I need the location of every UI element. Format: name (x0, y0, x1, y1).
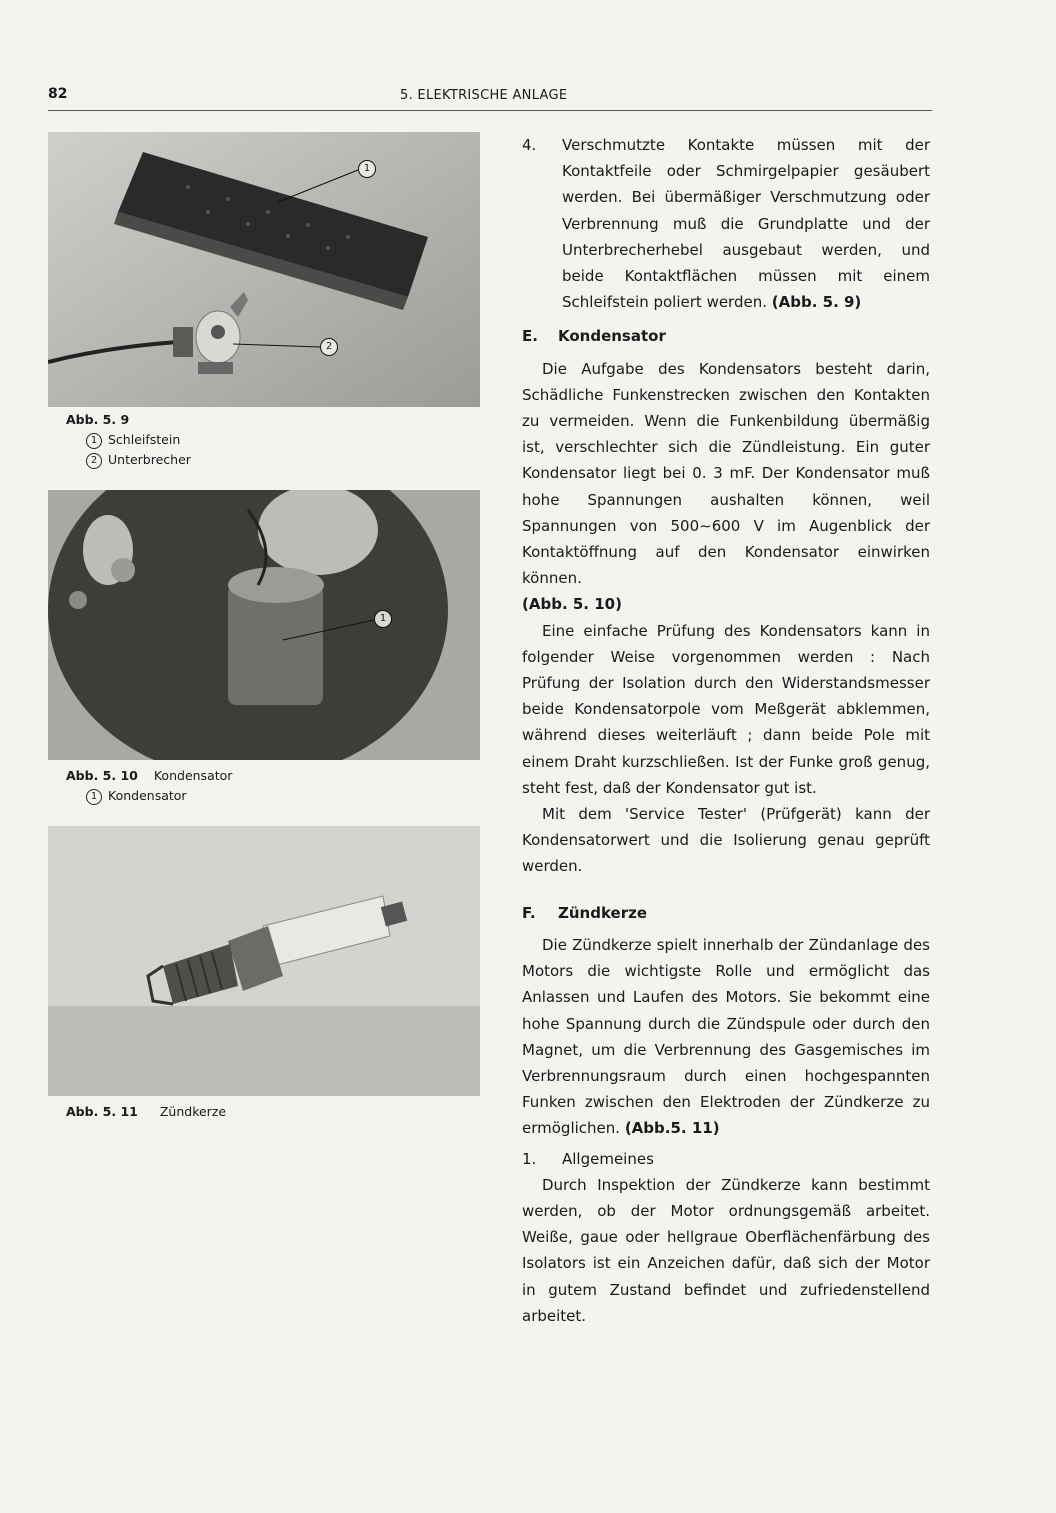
figure-5-10-callouts (48, 490, 480, 760)
section-marker: F. (522, 903, 536, 922)
item-number: 2 (86, 453, 102, 469)
page-header (48, 86, 932, 108)
figure-5-9-caption (66, 410, 191, 470)
section-title: Kondensator (558, 327, 666, 346)
list-marker: 4. (522, 136, 537, 154)
caption-label: Abb. 5. 10 (66, 768, 138, 783)
paragraph-text: Die Zündkerze spielt innerhalb der Zündanlage des Motors die wichtigste Rolle und ermöglicht das Anlassen und Laufen des Motors. Sie bekommt eine hohe Spannung durch die Zündspule oder durch den Magnet, um die Verbrennung des Gasgemisches im Verbrennungsraum durch einen hochgespannten Funken zwischen den Elektroden der Zündkerze zu ermöglichen. (522, 935, 930, 1138)
item-text: Kondensator (108, 788, 187, 803)
paragraph-text: Die Aufgabe des Kondensators besteht darin, Schädliche Funkenstrecken zwischen den Kontakten zu vermeiden. Wenn die Funkenbildung übermäßig ist, verschlechter sich die Zündleistung. Ein guter Kondensator liegt bei 0. 3 mF. Der Kondensator muß hohe Spannungen aushalten können, weil Spannungen von 500∼600 V im Augenblick der Kontaktöffnung auf den Kondensator einwirken können. (522, 359, 930, 588)
paragraph: Mit dem 'Service Tester' (Prüfgerät) kann der Kondensatorwert und die Isolierung genau geprüft werden. (522, 805, 930, 876)
running-title: 5. ELEKTRISCHE ANLAGE (400, 88, 568, 103)
item-text: Unterbrecher (108, 452, 191, 467)
caption-text: Kondensator (153, 768, 233, 783)
paragraph (522, 932, 930, 1142)
item-number: 1 (86, 789, 102, 805)
paragraph: Durch Inspektion der Zündkerze kann bestimmt werden, ob der Motor ordnungsgemäß arbeitet. Weiße, gaue oder hellgraue Oberflächenfärbung des Isolators ist ein Anzeichen dafür, daß sich der Motor in gutem Zustand befindet und zufriedenstellend arbeitet. (522, 1175, 930, 1325)
caption-item (66, 786, 232, 806)
section-marker: E. (522, 327, 538, 346)
caption-label: Abb. 5. 11 (66, 1104, 138, 1119)
figure-5-9-callouts (48, 132, 480, 407)
item-text: Schleifstein (108, 432, 181, 447)
callout-1: 1 (358, 160, 376, 178)
callout-2: 2 (320, 338, 338, 356)
subsection-heading-1 (522, 1146, 930, 1172)
figure-5-10-caption (66, 766, 232, 806)
caption-item (66, 430, 191, 450)
caption-item (66, 450, 191, 470)
header-rule (48, 110, 932, 111)
section-heading-f (522, 900, 930, 926)
text-column (522, 132, 930, 1329)
item-number: 1 (86, 433, 102, 449)
paragraph (522, 356, 930, 618)
figure-5-11-photo (48, 826, 480, 1096)
paragraph: Eine einfache Prüfung des Kondensators kann in folgender Weise vorgenommen werden : Nach Prüfung der Isolation durch den Widerstandsmesser beide Kondensatorpole vom Meßgerät abklemmen, während dieses weiterläuft ; dann beide Pole mit einem Draht kurzschließen. Ist der Funke groß genug, steht fest, daß der Kondensator gut ist. (522, 621, 930, 797)
figure-reference: (Abb. 5. 10) (522, 595, 622, 614)
page-number: 82 (48, 86, 68, 102)
paragraph-text: Verschmutzte Kontakte müssen mit der Kontaktfeile oder Schmirgelpapier gesäubert werden. Bei übermäßiger Verschmutzung oder Verbrennung muß die Grundplatte und der Unterbrecherhebel ausgebaut werden, und beide Kontaktflächen müssen mit einem Schleifstein poliert werden. (562, 136, 930, 312)
section-heading-e (522, 323, 930, 349)
paragraph (562, 132, 930, 315)
figure-5-11-caption (66, 1102, 226, 1122)
caption-text: Zündkerze (159, 1104, 227, 1119)
list-item-4 (522, 132, 930, 315)
figure-reference: (Abb. 5. 9) (771, 293, 862, 312)
section-title: Zündkerze (558, 903, 648, 922)
subsection-title: Allgemeines (562, 1149, 654, 1168)
subsection-marker: 1. (522, 1149, 537, 1168)
figure-reference: (Abb.5. 11) (624, 1119, 720, 1138)
caption-label: Abb. 5. 9 (66, 412, 130, 427)
callout-1: 1 (374, 610, 392, 628)
